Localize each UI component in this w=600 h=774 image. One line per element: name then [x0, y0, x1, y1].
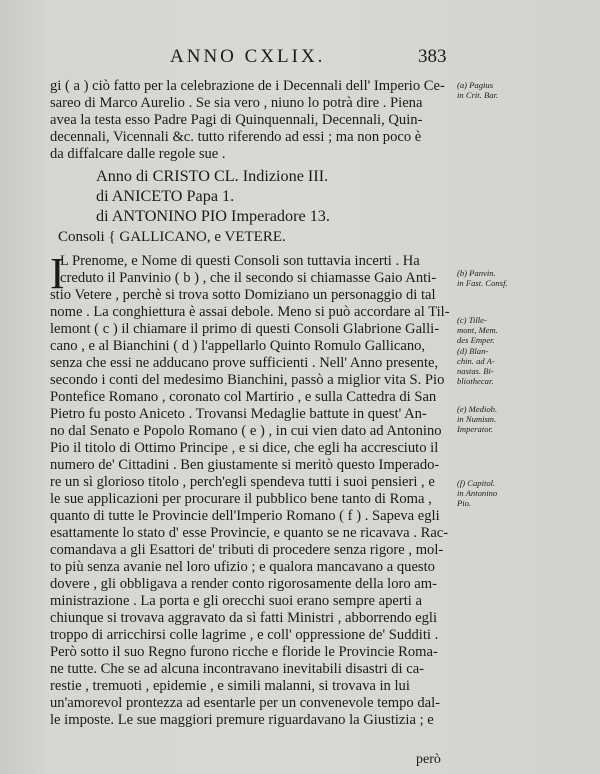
page-number: 383	[418, 46, 447, 67]
margin-note: des Emper.	[457, 335, 495, 345]
text-line: creduto il Panvinio ( b ) , che il secondo si chiamasse Gaio Anti-	[60, 270, 437, 286]
text-line: nome . La conghiettura è assai debole. Meno si può accordare al Til-	[50, 304, 450, 320]
text-line: avea la testa esso Padre Pagi di Quinquennali, Decennali, Quin-	[50, 112, 423, 128]
margin-note: (d) Blan-	[457, 346, 489, 356]
margin-note: in Fast. Consf.	[457, 278, 508, 288]
text-line: re un sì glorioso titolo , perch'egli spendeva tutti i suoi pensieri , e	[50, 474, 435, 490]
text-line: secondo i conti del medesimo Bianchini, passò a miglior vita S. Pio	[50, 372, 445, 388]
text-line: Pio il titolo di Ottimo Principe , e si dice, che egli ha accresciuto il	[50, 440, 439, 456]
text-line: Pontefice Romano , coronato col Martirio , e sulla Cattedra di San	[50, 389, 437, 405]
text-line: sareo di Marco Aurelio . Se sia vero , niuno lo potrà dire . Piena	[50, 95, 423, 111]
text-line: cano , e al Bianchini ( d ) l'appellarlo Quinto Romulo Gallicano,	[50, 338, 426, 354]
text-line: chiunque si trovava aggravato da sì fatti Ministri , abborrendo egli	[50, 610, 438, 626]
margin-note: (e) Mediob.	[457, 404, 498, 414]
catchword: però	[416, 752, 441, 767]
margin-note: (c) Tille-	[457, 315, 487, 325]
emperor-heading: di ANTONINO PIO Imperadore 13.	[96, 207, 330, 225]
consuls-line: Consoli { GALLICANO, e VETERE.	[58, 229, 286, 245]
margin-note: (f) Capitol.	[457, 478, 496, 488]
pope-heading: di ANICETO Papa 1.	[96, 187, 235, 205]
text-line: quanto di tutte le Provincie dell'Imperio Romano ( f ) . Sapeva egli	[50, 508, 440, 524]
text-line: un'amorevol prontezza ad esentarle per un convenevole tempo dal-	[50, 695, 441, 711]
text-line: L Prenome, e Nome di questi Consoli son tuttavia incerti . Ha	[60, 253, 420, 269]
margin-note: (a) Pagius	[457, 80, 494, 90]
text-line: to più senza avanie nel loro ufizio ; e qualora mancavano a questo	[50, 559, 435, 575]
margin-note: in Antonino	[457, 488, 498, 498]
text-line: Pietro fu posto Aniceto . Trovansi Medaglie battute in quest' An-	[50, 406, 427, 422]
running-title: ANNO CXLIX.	[170, 46, 326, 67]
text-line: numero de' Cittadini . Ben giustamente si meritò questo Imperado-	[50, 457, 440, 473]
text-line: lemont ( c ) il chiamare il primo di questi Consoli Glabrione Galli-	[50, 321, 440, 337]
text-line: troppo di arricchirsi colle lagrime , e coll' oppressione de' Sudditi .	[50, 627, 439, 643]
margin-note: mont, Mem.	[457, 325, 498, 335]
text-line: ne tutte. Che se ad alcuna incontravano inevitabili disastri di ca-	[50, 661, 425, 677]
text-line: stio Vetere , perchè si trova sotto Domiziano un personaggio di tal	[50, 287, 436, 303]
year-heading: Anno di CRISTO CL. Indizione III.	[96, 167, 329, 185]
text-line: dovere , gli obbligava a render conto rigorosamente della loro am-	[50, 576, 437, 592]
text-line: no dal Senato e Popolo Romano ( e ) , in cui vien dato ad Antonino	[50, 423, 442, 439]
text-line: comandava a gli Esattori de' tributi di procedere senza rigore , mol-	[50, 542, 444, 558]
margin-note: nastas. Bi-	[457, 366, 494, 376]
text-line: restie , tremuoti , epidemie , e simili malanni, si trovava in lui	[50, 678, 410, 694]
margin-note: in Crit. Bar.	[457, 90, 499, 100]
text-line: decennali, Vicennali &c. tutto riferendo ad essi ; ma non poco è	[50, 129, 422, 145]
text-line: gi ( a ) ciò fatto per la celebrazione de i Decennali dell' Imperio Ce-	[50, 78, 445, 94]
drop-cap: I	[50, 249, 65, 298]
running-header	[0, 46, 600, 68]
text-line: senza che essi ne adducano prove sufficienti . Nell' Anno presente,	[50, 355, 439, 371]
margin-note: Pio.	[457, 498, 472, 508]
text-line: Però sotto il suo Regno furono ricche e floride le Provincie Roma-	[50, 644, 438, 660]
text-line: ministrazione . La porta e gli orecchi suoi erano sempre aperti a	[50, 593, 422, 609]
margin-note: chin. ad A-	[457, 356, 495, 366]
text-line: le imposte. Le sue maggiori premure riguardavano la Giustizia ; e	[50, 712, 434, 728]
margin-note: Imperator.	[457, 424, 494, 434]
margin-note: bliothecar.	[457, 376, 494, 386]
margin-note: in Numism.	[457, 414, 497, 424]
text-line: le sue applicazioni per procurare il pubblico bene tanto di Roma ,	[50, 491, 432, 507]
text-line: da diffalcare dalle regole sue .	[50, 146, 226, 162]
margin-note: (b) Panvin.	[457, 268, 496, 278]
text-line: esattamente lo stato d' esse Provincie, e quanto se ne ricavava . Rac-	[50, 525, 449, 541]
